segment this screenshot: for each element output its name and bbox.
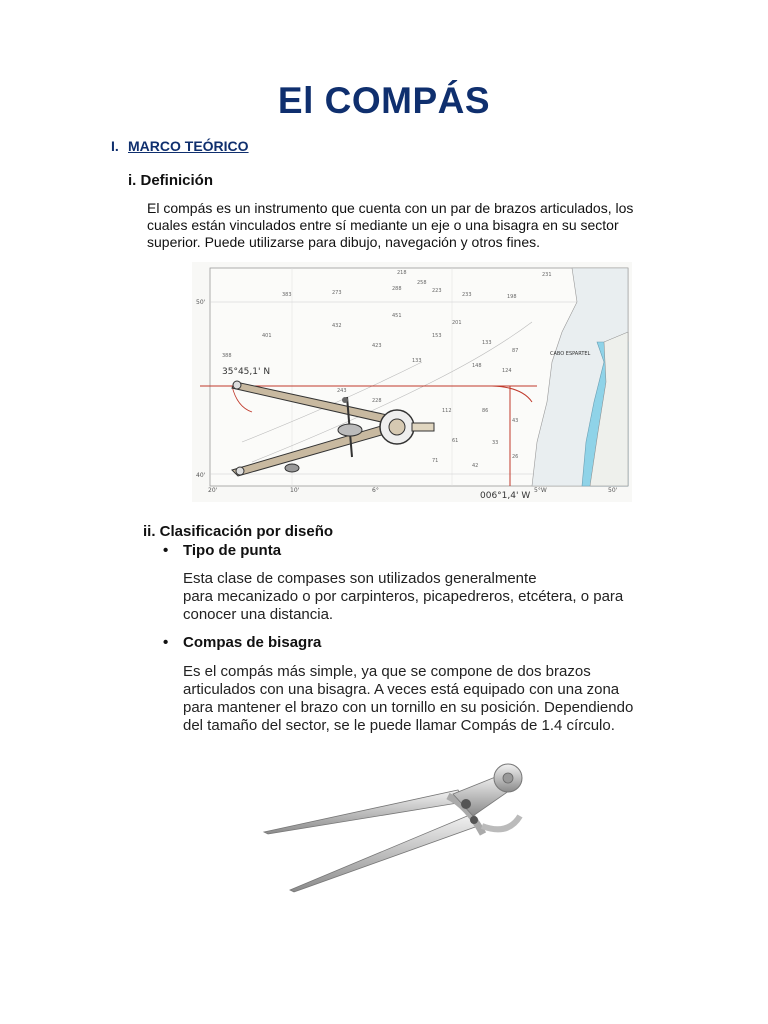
svg-text:388: 388: [222, 353, 232, 359]
svg-text:273: 273: [332, 290, 342, 296]
definition-line: superior. Puede utilizarse para dibujo, navegación y otros fines.: [147, 234, 541, 250]
item-line: Esta clase de compases son utilizados generalmente: [183, 570, 537, 587]
svg-text:42: 42: [472, 463, 479, 469]
item-line: del tamaño del sector, se le puede llamar Compás de 1.4 círculo.: [183, 717, 615, 734]
svg-text:87: 87: [512, 348, 519, 354]
section-number: I.: [111, 138, 119, 154]
bullet-dot-icon: •: [163, 542, 169, 559]
svg-text:383: 383: [282, 292, 292, 298]
svg-text:26: 26: [512, 454, 519, 460]
definition-line: cuales están vinculados entre sí mediante un eje o una bisagra en su sector: [147, 217, 619, 233]
left-tick: 50': [196, 299, 206, 306]
svg-text:148: 148: [472, 363, 482, 369]
svg-text:228: 228: [372, 398, 382, 404]
svg-text:124: 124: [502, 368, 512, 374]
svg-text:153: 153: [432, 333, 442, 339]
left-tick: 40': [196, 472, 206, 479]
svg-text:33: 33: [492, 440, 499, 446]
svg-text:43: 43: [512, 418, 519, 424]
svg-text:218: 218: [397, 270, 407, 276]
nautical-chart-image: [192, 262, 632, 502]
bullet-dot-icon: •: [163, 634, 169, 651]
item-line: para mecanizado o por carpinteros, picapedreros, etcétera, o para: [183, 588, 624, 605]
item-line: articulados con una bisagra. A veces está equipado con una zona: [183, 681, 620, 698]
place-label: CABO ESPARTEL: [550, 351, 591, 357]
svg-text:201: 201: [452, 320, 462, 326]
item-line: Es el compás más simple, ya que se compone de dos brazos: [183, 663, 591, 680]
svg-text:233: 233: [462, 292, 472, 298]
bullet-label: Compas de bisagra: [183, 634, 322, 651]
item-line: para mantener el brazo con un tornillo en su posición. Dependiendo: [183, 699, 634, 716]
item-paragraph: [183, 570, 623, 624]
svg-text:258: 258: [417, 280, 427, 286]
svg-text:86: 86: [482, 408, 489, 414]
bottom-tick: 10': [290, 487, 300, 494]
latitude-label: 35°45,1' N: [222, 367, 271, 377]
bottom-tick: 50': [608, 487, 618, 494]
svg-text:198: 198: [507, 294, 517, 300]
svg-text:112: 112: [442, 408, 452, 414]
document-title: El COMPÁS: [277, 80, 491, 121]
definition-line: El compás es un instrumento que cuenta con un par de brazos articulados, los: [147, 200, 634, 216]
svg-text:243: 243: [337, 388, 347, 394]
bottom-tick: 6°: [372, 487, 379, 494]
definition-paragraph: [147, 200, 633, 251]
svg-text:231: 231: [542, 272, 552, 278]
svg-text:451: 451: [392, 313, 402, 319]
item-paragraph: [183, 663, 633, 735]
bullet-item: [163, 542, 281, 559]
bullet-label: Tipo de punta: [183, 542, 282, 559]
item-line: conocer una distancia.: [183, 606, 334, 623]
svg-text:133: 133: [482, 340, 492, 346]
svg-text:133: 133: [412, 358, 422, 364]
svg-text:223: 223: [432, 288, 442, 294]
hinge-compass-photo: [258, 756, 538, 896]
classification-heading: ii. Clasificación por diseño: [143, 523, 334, 540]
longitude-label: 006°1,4' W: [480, 491, 531, 501]
section-title: MARCO TEÓRICO: [128, 138, 249, 154]
definition-heading: i. Definición: [128, 172, 214, 189]
svg-text:288: 288: [392, 286, 402, 292]
svg-text:423: 423: [372, 343, 382, 349]
svg-text:432: 432: [332, 323, 342, 329]
bullet-item: [163, 634, 321, 651]
svg-text:61: 61: [452, 438, 459, 444]
bottom-tick: 5°W: [534, 487, 547, 494]
bottom-tick: 20': [208, 487, 218, 494]
svg-text:401: 401: [262, 333, 272, 339]
svg-text:71: 71: [432, 458, 439, 464]
